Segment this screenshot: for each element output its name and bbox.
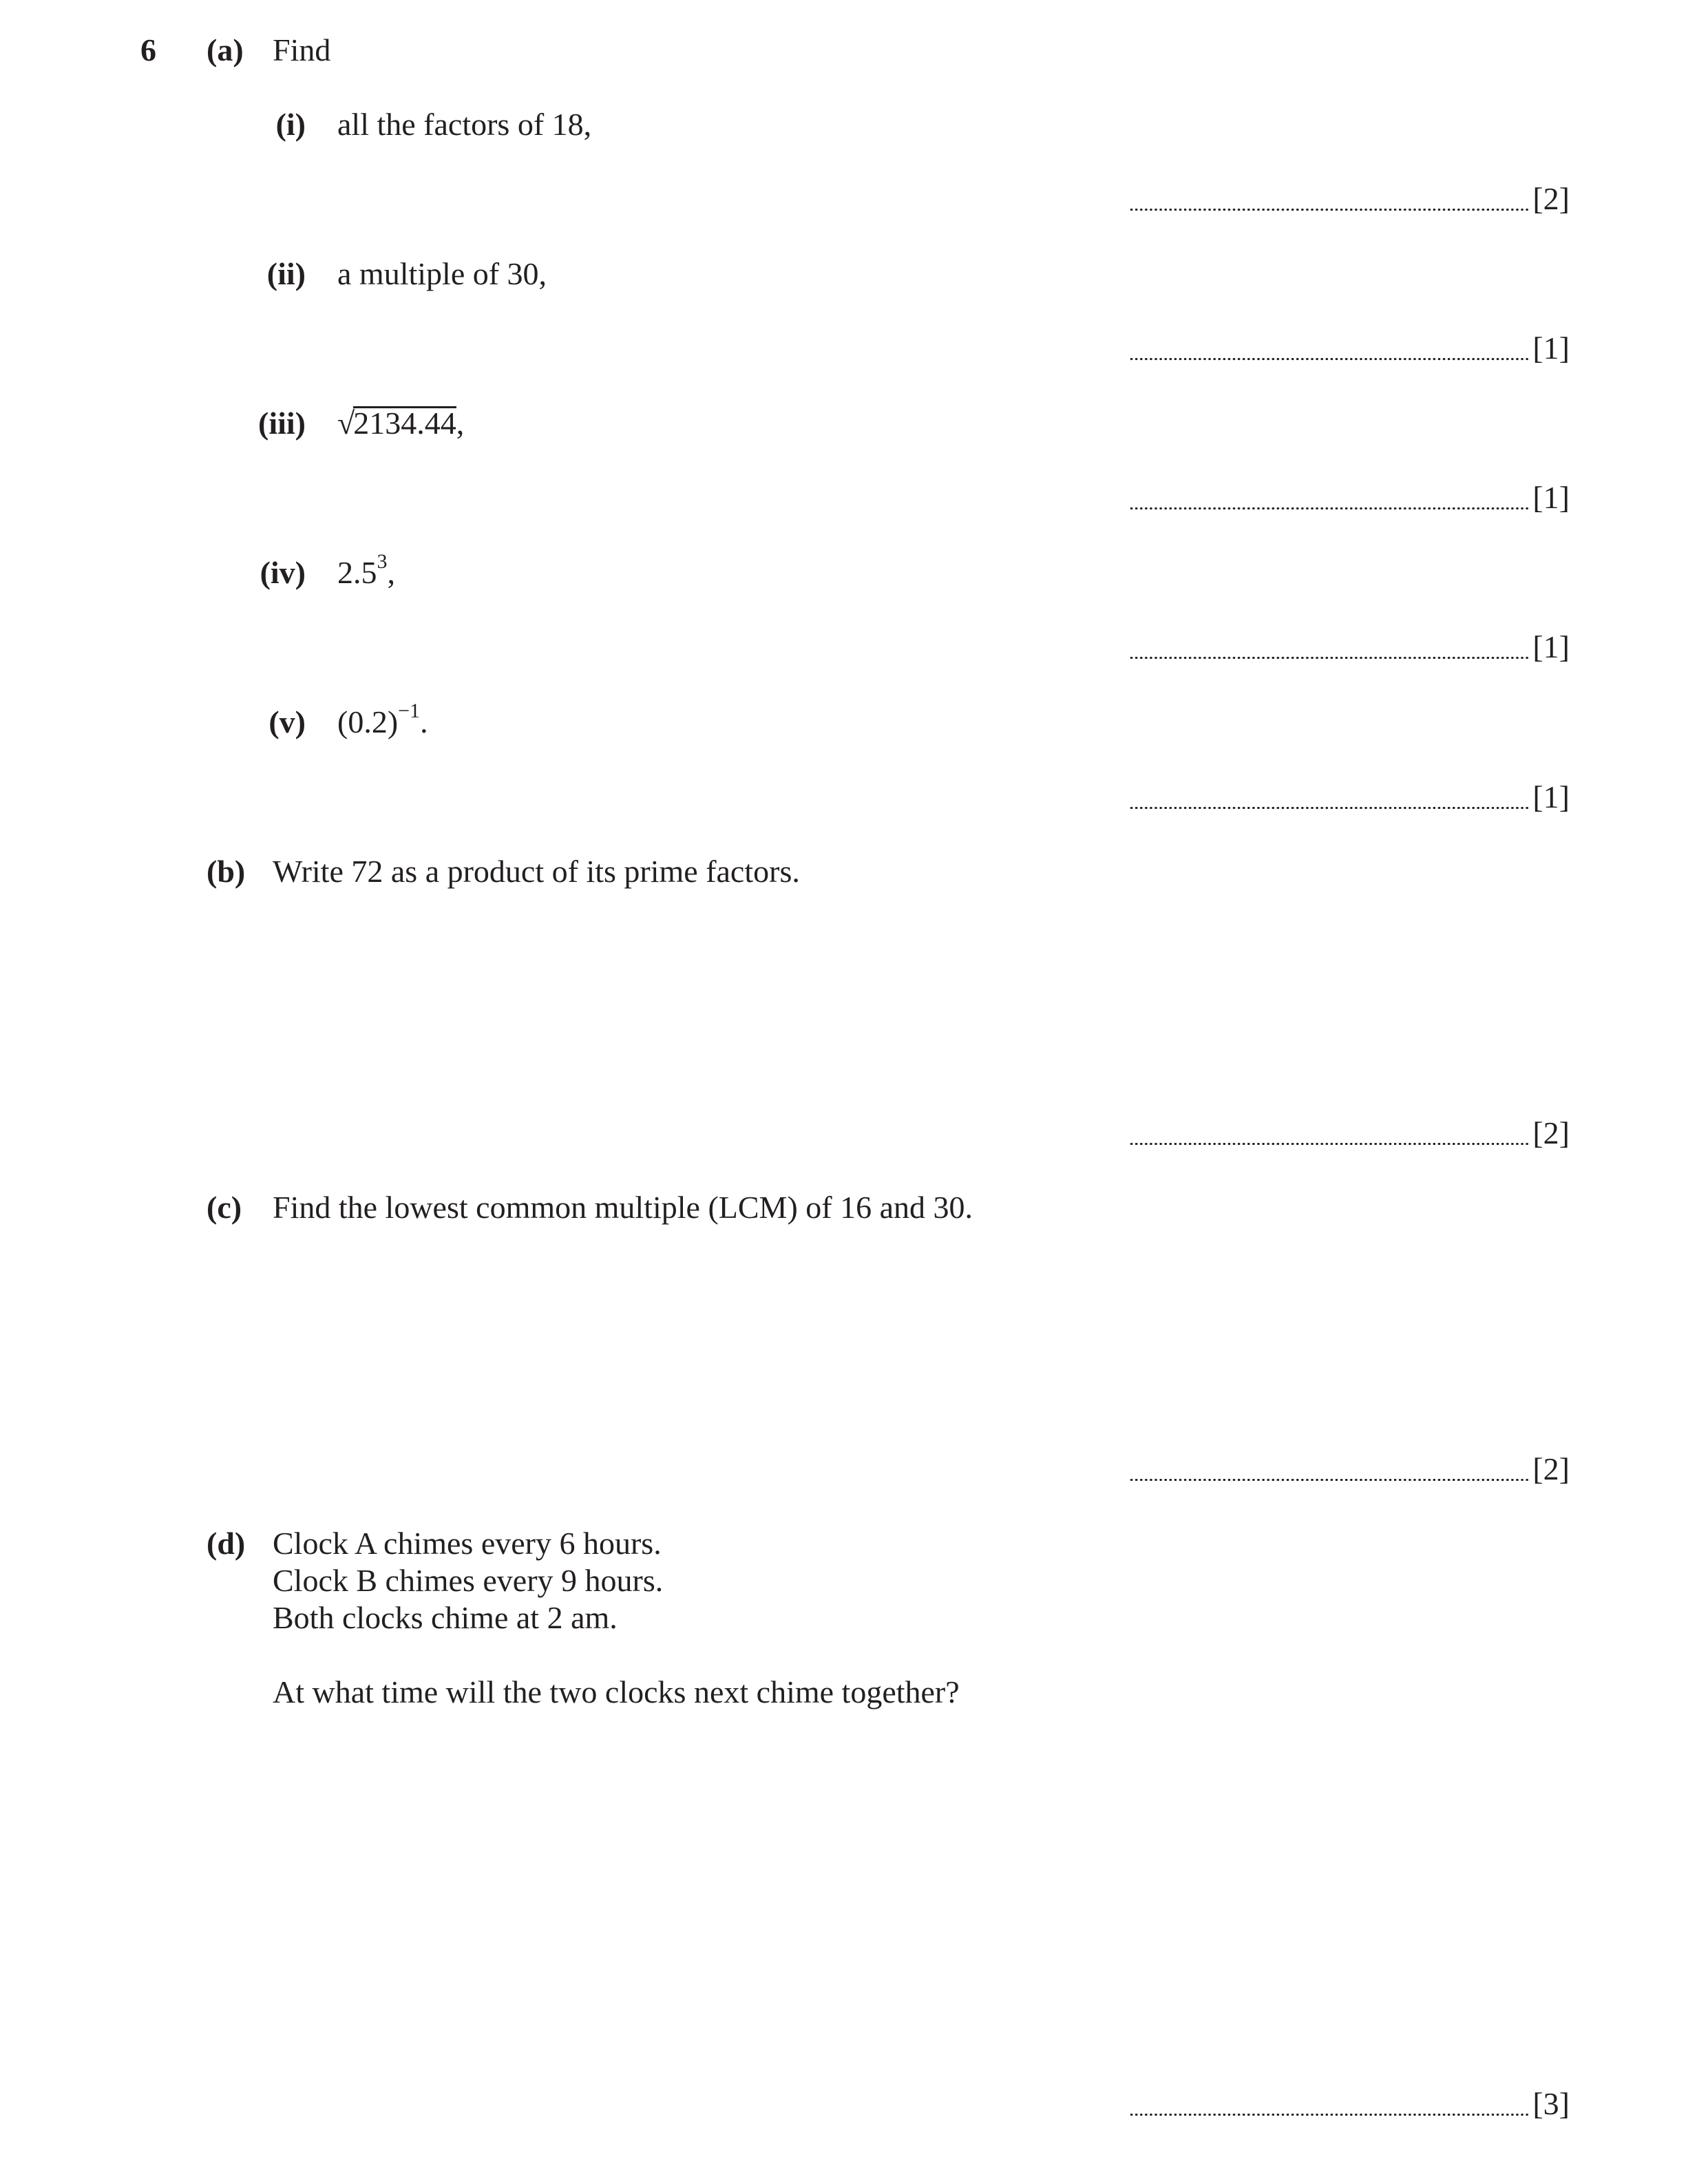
answer-line-a-iii[interactable] bbox=[1129, 479, 1570, 516]
marks-label: [2] bbox=[1532, 1451, 1570, 1486]
radical-sign: √ bbox=[337, 406, 355, 441]
marks-label: [2] bbox=[1532, 1115, 1570, 1150]
answer-line-a-iv[interactable] bbox=[1129, 629, 1570, 666]
power-base: (0.2) bbox=[337, 704, 399, 739]
answer-line-c[interactable] bbox=[1129, 1451, 1570, 1488]
marks-label: [1] bbox=[1532, 779, 1570, 814]
part-a-iv-label: (iv) bbox=[260, 555, 306, 590]
part-c-label: (c) bbox=[207, 1190, 242, 1225]
part-a-iii-expression bbox=[337, 405, 464, 442]
part-d-question: At what time will the two clocks next chime together? bbox=[273, 1674, 960, 1709]
part-c-text: Find the lowest common multiple (LCM) of 16 and 30. bbox=[273, 1190, 973, 1225]
expression-suffix: , bbox=[387, 555, 395, 590]
answer-dots bbox=[1129, 1143, 1528, 1145]
power-exponent: −1 bbox=[398, 699, 421, 722]
answer-line-a-v[interactable] bbox=[1129, 779, 1570, 816]
answer-dots bbox=[1129, 358, 1528, 360]
part-d-line-3: Both clocks chime at 2 am. bbox=[273, 1600, 618, 1635]
answer-dots bbox=[1129, 807, 1528, 809]
answer-dots bbox=[1129, 657, 1528, 659]
part-a-label: (a) bbox=[207, 32, 244, 67]
part-d-label: (d) bbox=[207, 1526, 246, 1561]
answer-dots bbox=[1129, 2114, 1528, 2116]
expression-suffix: , bbox=[456, 406, 465, 441]
marks-label: [3] bbox=[1532, 2086, 1570, 2121]
marks-label: [1] bbox=[1532, 629, 1570, 664]
answer-line-b[interactable] bbox=[1129, 1115, 1570, 1152]
square-root-expression bbox=[337, 405, 456, 442]
question-number: 6 bbox=[140, 32, 156, 67]
part-a-stem: Find bbox=[273, 32, 331, 67]
answer-line-a-ii[interactable] bbox=[1129, 330, 1570, 367]
power-base: 2.5 bbox=[337, 555, 377, 590]
marks-label: [1] bbox=[1532, 330, 1570, 366]
part-a-iv-expression bbox=[337, 549, 395, 591]
answer-line-a-i[interactable] bbox=[1129, 180, 1570, 218]
part-b-text: Write 72 as a product of its prime factors. bbox=[273, 854, 800, 889]
radicand: 2134.44 bbox=[353, 406, 456, 441]
marks-label: [2] bbox=[1532, 181, 1570, 216]
part-a-ii-label: (ii) bbox=[266, 256, 306, 291]
part-a-v-label: (v) bbox=[268, 704, 306, 739]
power-exponent: 3 bbox=[377, 549, 388, 573]
answer-dots bbox=[1129, 209, 1528, 211]
part-a-iii-label: (iii) bbox=[258, 406, 306, 441]
answer-dots bbox=[1129, 507, 1528, 509]
part-b-label: (b) bbox=[207, 854, 246, 889]
part-d-line-1: Clock A chimes every 6 hours. bbox=[273, 1526, 662, 1561]
part-a-v-expression bbox=[337, 699, 428, 741]
expression-suffix: . bbox=[420, 704, 428, 739]
answer-line-d[interactable] bbox=[1129, 2085, 1570, 2123]
answer-dots bbox=[1129, 1479, 1528, 1481]
part-d-line-2: Clock B chimes every 9 hours. bbox=[273, 1563, 664, 1598]
part-a-i-text: all the factors of 18, bbox=[337, 107, 592, 142]
part-a-i-label: (i) bbox=[275, 107, 306, 142]
part-a-ii-text: a multiple of 30, bbox=[337, 256, 547, 291]
marks-label: [1] bbox=[1532, 480, 1570, 515]
